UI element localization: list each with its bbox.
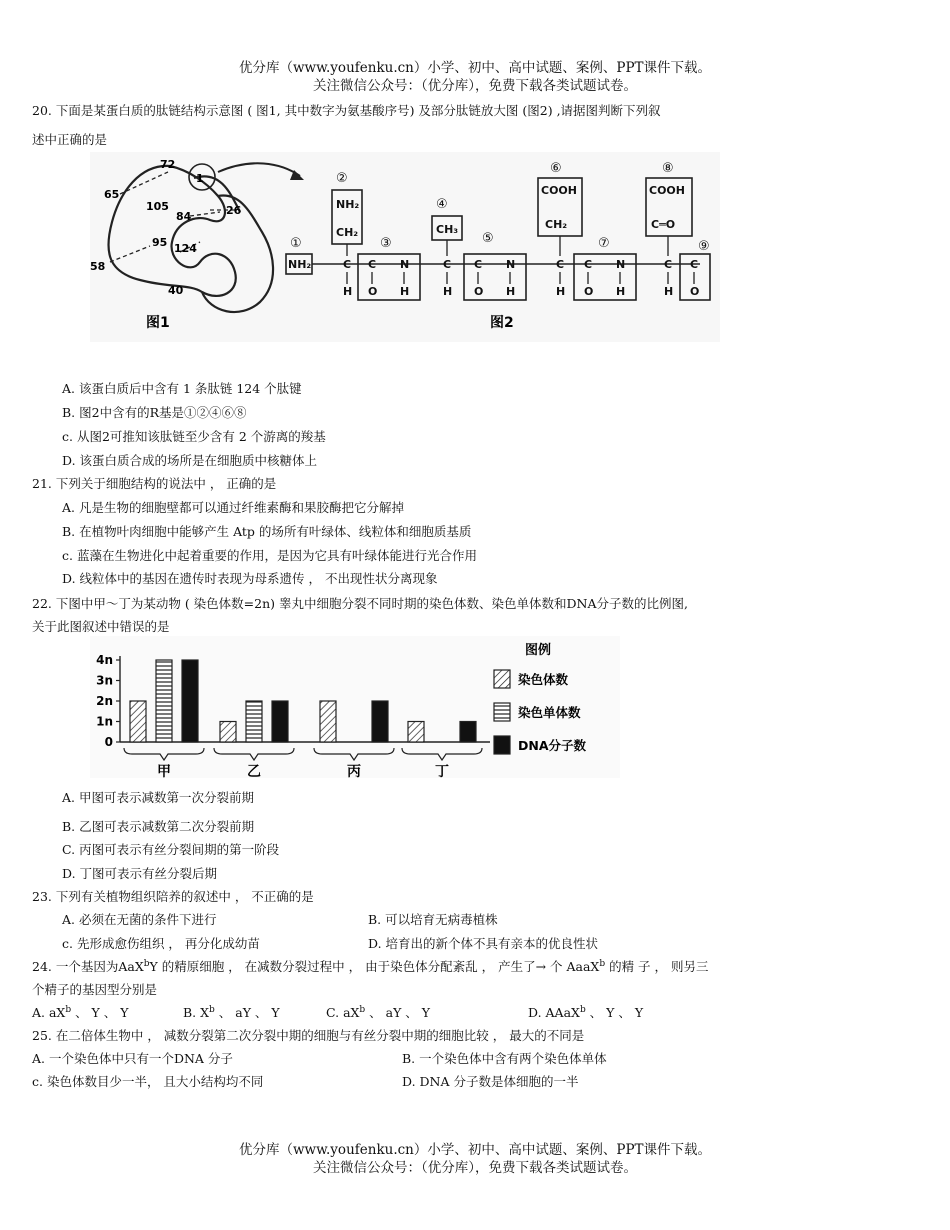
q24-option-d-sup: b: [579, 1004, 586, 1015]
q25-option-d: D. DNA 分子数是体细胞的一半: [402, 1074, 579, 1089]
y-tick-label: 0: [104, 735, 113, 749]
fig2-h-1: H: [343, 285, 353, 298]
peptide-figure: [90, 152, 720, 342]
fig1-num-40: 40: [168, 284, 184, 297]
legend-label: 染色体数: [518, 672, 569, 687]
fig1-num-84: 84: [176, 210, 192, 223]
q22-option-d: D. 丁图可表示有丝分裂后期: [62, 866, 218, 881]
bar-DNA分子数-甲: [182, 660, 198, 742]
fig2-ch2-2: CH₂: [545, 218, 568, 231]
bar-染色单体数-乙: [246, 701, 262, 742]
q24-stem-part3: 的精 子 ， 则另三: [605, 959, 709, 974]
q24-option-b-part1: B. X: [183, 1005, 210, 1020]
y-tick-label: 2n: [96, 694, 113, 708]
q24-option-a: [32, 1003, 129, 1021]
q22-stem-line1: 22. 下图中甲～丁为某动物 ( 染色体数=2n) 睾丸中细胞分裂不同时期的染色体数、染色单体数和DNA分子数的比例图,: [32, 596, 688, 611]
q24-stem-part1: 24. 一个基因为AaX: [32, 959, 144, 974]
fig2-n-1: N: [400, 258, 410, 271]
bar-DNA分子数-丙: [372, 701, 388, 742]
q24-stem-sup2: b: [599, 958, 606, 969]
q23-stem: 23. 下列有关植物组织陪养的叙述中 ， 不正确的是: [32, 889, 314, 904]
fig2-circled-3: ③: [380, 236, 392, 251]
fig2-c-6: C: [584, 258, 593, 271]
q22-stem-line2: 关于此图叙述中错误的是: [32, 619, 170, 634]
y-tick-label: 4n: [96, 653, 113, 667]
footer-line-1: 优分库（www.youfenku.cn）小学、初中、高中试题、案例、PPT课件下载。: [238, 1142, 712, 1158]
fig2-c-1: C: [343, 258, 352, 271]
category-label: 乙: [247, 764, 261, 778]
q21-option-c: c. 蓝藻在生物进化中起着重要的作用，是因为它具有叶绿体能进行光合作用: [62, 548, 477, 563]
q24-option-a-part1: A. aX: [32, 1005, 66, 1020]
fig1-num-95: 95: [152, 236, 168, 249]
q22-option-c: C. 丙图可表示有丝分裂间期的第一阶段: [62, 842, 280, 857]
fig1-num-1: 1: [196, 172, 204, 185]
fig2-o-1: O: [368, 285, 378, 298]
fig2-h-4: H: [506, 285, 516, 298]
q21-stem: 21. 下列关于细胞结构的说法中 ， 正确的是: [32, 476, 277, 491]
q20-option-b: B. 图2中含有的R基是①②④⑥⑧: [62, 405, 247, 420]
fig2-h-6: H: [616, 285, 626, 298]
q24-option-b-sup: b: [209, 1004, 215, 1015]
q22-option-a: A. 甲图可表示减数第一次分裂前期: [62, 790, 254, 805]
fig2-ch2-r: CH₂: [336, 226, 359, 239]
q25-stem: 25. 在二倍体生物中 ， 减数分裂第二次分裂中期的细胞与有丝分裂中期的细胞比较 ， 最大的不同是: [32, 1028, 585, 1043]
q24-option-c-part1: C. aX: [326, 1005, 360, 1020]
fig2-c-5: C: [556, 258, 565, 271]
chromosome-bar-chart: [90, 636, 620, 778]
q24-option-d: [528, 1003, 643, 1021]
q23-option-b: B. 可以培育无病毒植株: [368, 912, 498, 927]
fig2-c-3: C: [443, 258, 452, 271]
q24-option-c-part2: 、 aY 、 Y: [365, 1005, 431, 1020]
fig2-cooh-1: COOH: [541, 184, 577, 197]
q21-option-b: B. 在植物叶肉细胞中能够产生 Atp 的场所有叶绿体、线粒体和细胞质基质: [62, 524, 472, 539]
bar-DNA分子数-丁: [460, 722, 476, 743]
fig1-label: 图1: [146, 315, 170, 331]
q20-option-a: A. 该蛋白质后中含有 1 条肽链 124 个肽键: [62, 381, 302, 396]
y-tick-label: 1n: [96, 714, 113, 729]
legend-swatch: [494, 736, 510, 754]
fig2-circled-2: ②: [336, 171, 348, 186]
legend-title: 图例: [525, 643, 552, 658]
fig2-h-2: H: [400, 285, 410, 298]
fig2-n-3: N: [616, 258, 626, 271]
y-tick-label: 3n: [96, 673, 113, 688]
q24-option-c-sup: b: [359, 1004, 366, 1015]
q24-option-d-part2: 、 Y 、 Y: [585, 1005, 644, 1020]
fig2-cooh-2: COOH: [649, 184, 685, 197]
fig2-h-7: H: [664, 285, 674, 298]
q22-option-b: B. 乙图可表示减数第二次分裂前期: [62, 819, 255, 834]
q23-option-d: D. 培育出的新个体不具有亲本的优良性状: [368, 936, 599, 951]
q23-option-a: A. 必须在无菌的条件下进行: [62, 912, 217, 927]
fig2-h-3: H: [443, 285, 453, 298]
bar-染色体数-丁: [408, 722, 424, 743]
legend-swatch: [494, 670, 510, 688]
q25-option-a: A. 一个染色体中只有一个DNA 分子: [32, 1051, 233, 1066]
q24-option-c: [326, 1003, 430, 1021]
q21-option-d: D. 线粒体中的基因在遗传时表现为母系遗传 ， 不出现性状分离现象: [62, 571, 438, 586]
fig2-c-4: C: [474, 258, 483, 271]
legend-label: DNA分子数: [518, 738, 587, 753]
category-label: 丁: [435, 764, 449, 778]
fig2-nh2: NH₂: [288, 258, 312, 271]
q20-option-c: c. 从图2可推知该肽链至少含有 2 个游离的羧基: [62, 429, 326, 444]
legend-label: 染色单体数: [518, 705, 581, 720]
q24-option-d-part1: D. AAaX: [528, 1005, 580, 1020]
legend-swatch: [494, 703, 510, 721]
fig2-o-2: O: [474, 285, 484, 298]
q20-stem-line2: 述中正确的是: [32, 132, 108, 147]
footer-line-2: 关注微信公众号：（优分库），免费下载各类试题试卷。: [313, 1160, 637, 1176]
header-line-1: 优分库（www.youfenku.cn）小学、初中、高中试题、案例、PPT课件下载。: [238, 60, 712, 76]
fig2-nh2-r: NH₂: [336, 198, 360, 211]
fig2-c-7: C: [664, 258, 673, 271]
category-label: 甲: [157, 764, 171, 778]
q20-stem-line1: 20. 下面是某蛋白质的肽链结构示意图 ( 图1, 其中数字为氨基酸序号) 及部分肽链放大图 (图2) ,请据图判断下列叙: [32, 103, 661, 118]
fig1-num-124: 124: [174, 242, 197, 255]
bar-DNA分子数-乙: [272, 701, 288, 742]
q24-stem-sup1: b: [143, 958, 150, 969]
q24-stem-part2: Y 的精原细胞 ， 在减数分裂过程中 ， 由于染色体分配紊乱 ， 产生了→ 个 AaaX: [149, 959, 600, 974]
fig2-circled-9: ⑨: [698, 239, 710, 254]
fig2-ch3: CH₃: [436, 223, 459, 236]
fig1-num-65: 65: [104, 188, 120, 201]
fig2-c-2: C: [368, 258, 377, 271]
fig1-num-105: 105: [146, 200, 169, 213]
q24-stem-line2: 个精子的基因型分别是: [32, 982, 158, 997]
bar-染色体数-丙: [320, 701, 336, 742]
fig2-circled-4: ④: [436, 197, 448, 212]
q24-option-b-part2: 、 aY 、 Y: [214, 1005, 280, 1020]
q25-option-b: B. 一个染色体中含有两个染色体单体: [402, 1051, 607, 1066]
category-label: 丙: [347, 764, 361, 778]
fig1-num-26: 26: [226, 204, 242, 217]
fig2-circled-5: ⑤: [482, 231, 494, 246]
q24-option-a-part2: 、 Y 、 Y: [71, 1005, 129, 1020]
fig2-circled-1: ①: [290, 236, 302, 251]
fig2-circled-7: ⑦: [598, 236, 610, 251]
q25-option-c: c. 染色体数目少一半， 且大小结构均不同: [32, 1074, 264, 1089]
header-line-2: 关注微信公众号：（优分库），免费下载各类试题试卷。: [313, 78, 637, 94]
bar-染色体数-乙: [220, 722, 236, 743]
q24-option-a-sup: b: [65, 1004, 72, 1015]
fig2-n-2: N: [506, 258, 516, 271]
bar-染色体数-甲: [130, 701, 146, 742]
fig2-co: C═O: [651, 218, 676, 231]
fig2-c-8: C: [690, 258, 699, 271]
fig2-label: 图2: [490, 315, 514, 331]
q20-option-d: D. 该蛋白质合成的场所是在细胞质中核糖体上: [62, 453, 318, 468]
fig2-o-3: O: [584, 285, 594, 298]
fig1-num-72: 72: [160, 158, 176, 171]
fig2-circled-6: ⑥: [550, 161, 562, 176]
fig1-num-58: 58: [90, 260, 106, 273]
fig2-o-4: O: [690, 285, 700, 298]
q23-option-c: c. 先形成愈伤组织 ， 再分化成幼苗: [62, 936, 260, 951]
q24-stem-line1: [32, 957, 709, 975]
q21-option-a: A. 凡是生物的细胞壁都可以通过纤维素酶和果胶酶把它分解掉: [62, 500, 404, 515]
bar-染色单体数-甲: [156, 660, 172, 742]
fig2-circled-8: ⑧: [662, 161, 674, 176]
q24-option-b: [183, 1003, 280, 1021]
fig2-h-5: H: [556, 285, 566, 298]
